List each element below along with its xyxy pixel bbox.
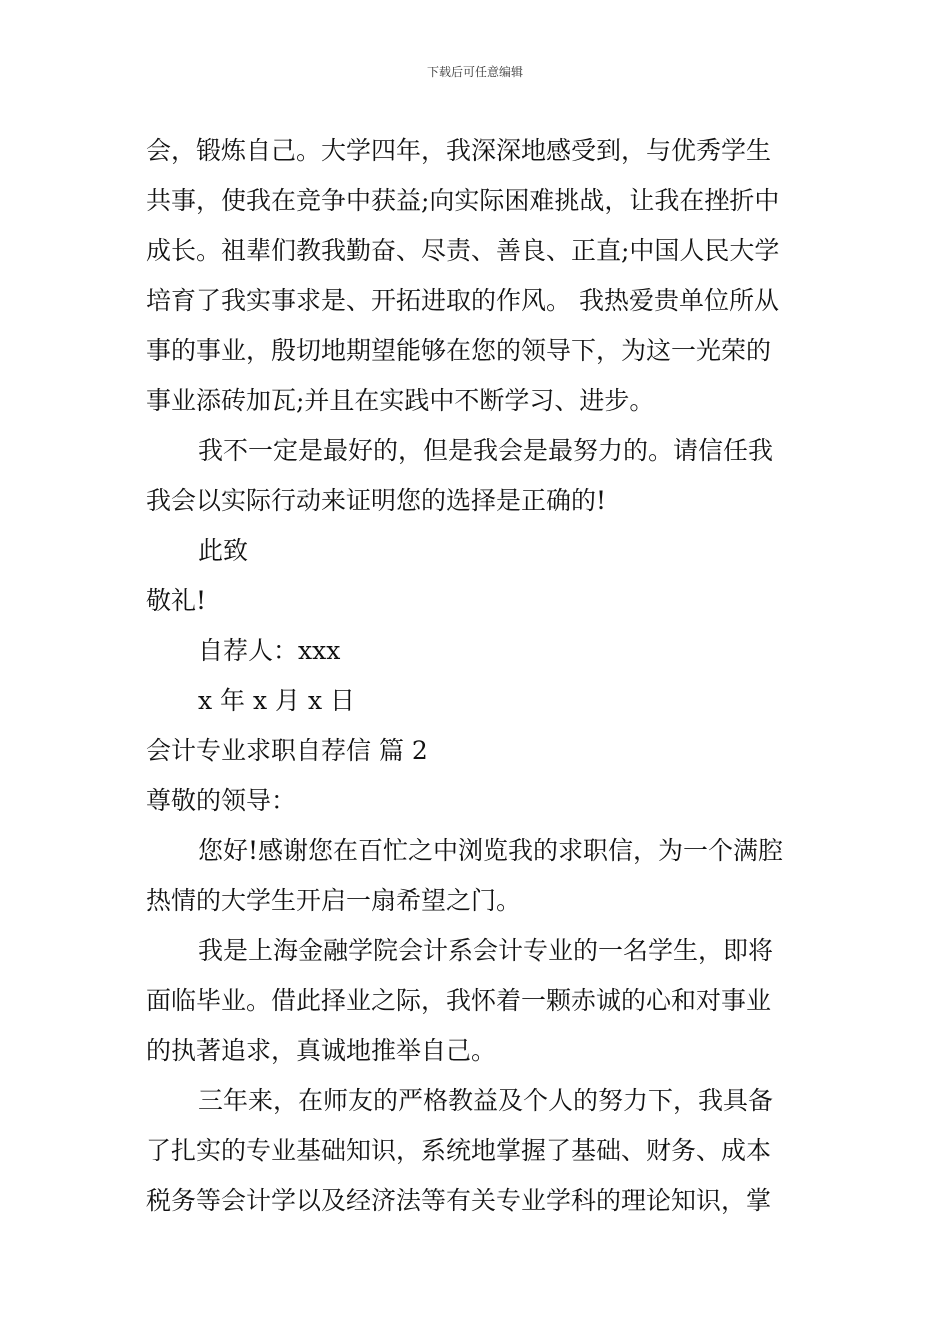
body-line: 会，锻炼自己。大学四年，我深深地感受到，与优秀学生: [146, 136, 772, 165]
body-line: 共事，使我在竞争中获益;向实际困难挑战，让我在挫折中: [146, 186, 780, 215]
salutation: 此致: [198, 536, 249, 565]
body-line: 培育了我实事求是、开拓进取的作风。 我热爱贵单位所从: [146, 286, 779, 315]
section-title: 会计专业求职自荐信 篇 2: [146, 736, 428, 765]
paragraph-line: 的执著追求，真诚地推举自己。: [146, 1036, 497, 1065]
paragraph-line: 面临毕业。借此择业之际，我怀着一颗赤诚的心和对事业: [146, 986, 772, 1015]
paragraph-line: 我是上海金融学院会计系会计专业的一名学生，即将: [198, 936, 774, 965]
paragraph-line: 了扎实的专业基础知识，系统地掌握了基础、财务、成本: [146, 1136, 772, 1165]
paragraph-line: 三年来，在师友的严格教益及个人的努力下，我具备: [198, 1086, 774, 1115]
signature: 自荐人：xxx: [198, 636, 341, 665]
closing-line: 我不一定是最好的，但是我会是最努力的。请信任我: [198, 436, 774, 465]
document-page: [146, 126, 810, 1226]
paragraph-line: 您好!感谢您在百忙之中浏览我的求职信，为一个满腔: [198, 836, 784, 865]
greeting: 尊敬的领导：: [146, 786, 297, 815]
closing-line: 我会以实际行动来证明您的选择是正确的!: [146, 486, 607, 515]
page-header-note: 下载后可任意编辑: [426, 65, 523, 79]
paragraph-line: 热情的大学生开启一扇希望之门。: [146, 886, 522, 915]
body-line: 事业添砖加瓦;并且在实践中不断学习、进步。: [146, 386, 655, 415]
date: x 年 x 月 x 日: [198, 686, 356, 715]
body-line: 事的事业，殷切地期望能够在您的领导下，为这一光荣的: [146, 336, 772, 365]
regards: 敬礼!: [146, 586, 207, 615]
body-line: 成长。祖辈们教我勤奋、尽责、善良、正直;中国人民大学: [146, 236, 780, 265]
paragraph-line: 税务等会计学以及经济法等有关专业学科的理论知识，掌: [146, 1186, 772, 1215]
